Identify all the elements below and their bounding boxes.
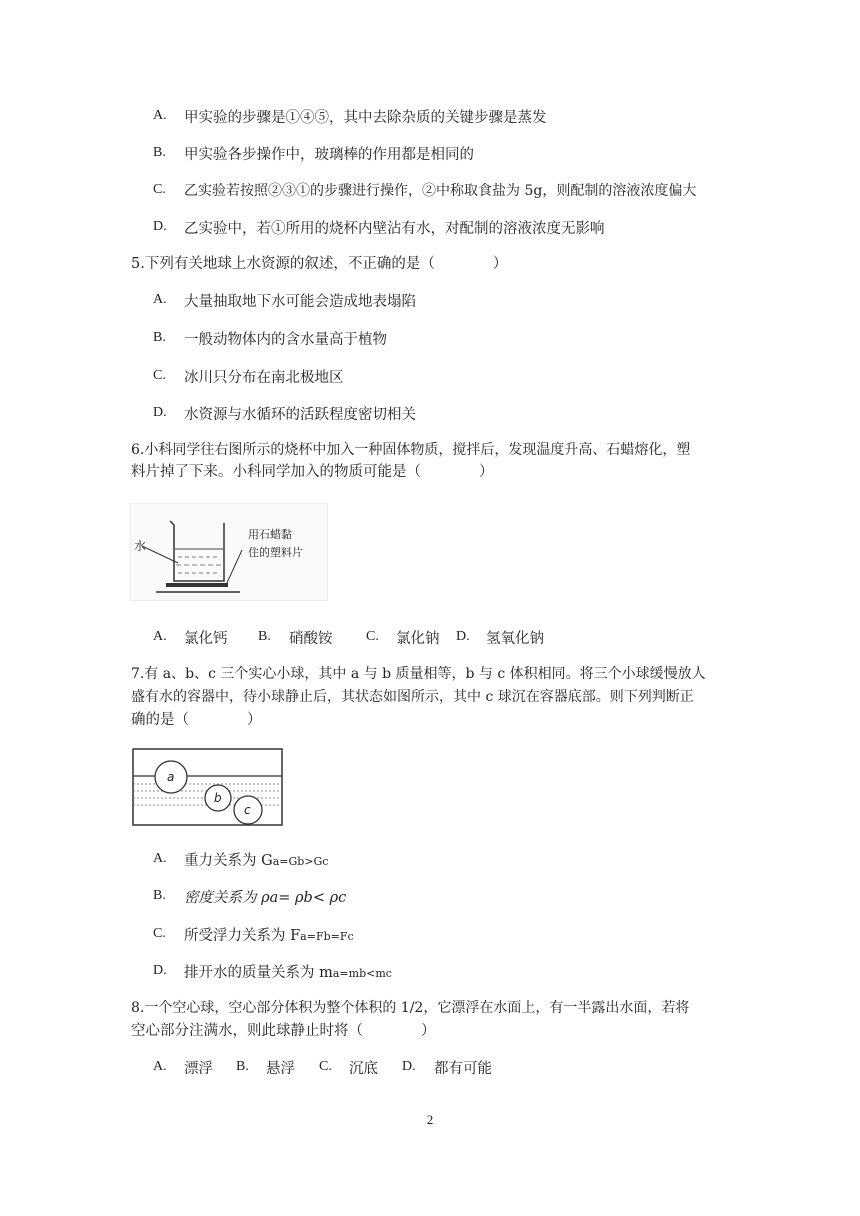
option-text: [184, 924, 354, 945]
option-letter: B.: [258, 629, 271, 644]
option-text: 乙实验若按照②③①的步骤进行操作，②中称取食盐为 5g，则配制的溶液浓度偏大: [184, 183, 697, 199]
option-text: 硝酸铵: [289, 631, 333, 647]
plastic-sheet: [166, 583, 228, 587]
q7-stem-line1: 7.有 a、b、c 三个实心小球，其中 a 与 b 质量相等，b 与 c 体积相同。将三个小球缓慢放人: [131, 666, 706, 682]
q8-stem-line2: 空心部分注满水，则此球静止时将（ ）: [131, 1023, 436, 1039]
q6-stem-line2: 料片掉了下来。小科同学加入的物质可能是（ ）: [131, 464, 494, 480]
option-letter: D.: [153, 405, 167, 420]
option-letter: A.: [153, 292, 167, 307]
page-number: 2: [426, 1112, 434, 1127]
option-letter: A.: [153, 108, 167, 123]
beaker-figure: [130, 503, 328, 601]
q7-stem-line2: 盛有水的容器中，待小球静止后，其状态如图所示，其中 c 球沉在容器底部。则下列判断正: [131, 689, 694, 705]
option-text: 沉底: [349, 1061, 378, 1077]
option-letter: C.: [366, 629, 379, 644]
plastic-note-line2: 住的塑料片: [248, 546, 303, 559]
option-text: 氯化钙: [184, 631, 228, 647]
option-letter: A.: [153, 851, 167, 866]
q8-stem-line1: 8.一个空心球，空心部分体积为整个体积的 1/2，它漂浮在水面上，有一半露出水面，若将: [131, 1000, 690, 1016]
buoyancy-formula: a=Fb=Fc: [300, 930, 354, 943]
q6-stem-line1: 6.小科同学往右图所示的烧杯中加入一种固体物质，搅拌后，发现温度升高、石蜡熔化，塑: [131, 442, 691, 458]
option-text: 大量抽取地下水可能会造成地表塌陷: [184, 294, 416, 310]
water-label: 水: [134, 539, 147, 553]
option-text-main: 排开水的质量关系为 m: [184, 965, 333, 981]
option-text: 都有可能: [434, 1061, 492, 1077]
option-text: [184, 849, 328, 870]
option-text: [184, 961, 392, 982]
option-letter: D.: [153, 219, 167, 234]
ball-a-label: a: [167, 770, 175, 784]
option-text: 水资源与水循环的活跃程度密切相关: [184, 407, 416, 423]
option-text-main: 所受浮力关系为 F: [184, 928, 301, 944]
gravity-formula: a=Gb>Gc: [272, 855, 329, 868]
balls-container-figure: [131, 748, 284, 828]
option-letter: D.: [456, 629, 470, 644]
option-letter: B.: [153, 888, 166, 903]
plastic-note-line1: 用石蜡黏: [248, 528, 292, 541]
option-text: 甲实验的步骤是①④⑤，其中去除杂质的关键步骤是蒸发: [184, 110, 547, 126]
option-text: 乙实验中，若①所用的烧杯内壁沾有水，对配制的溶液浓度无影响: [184, 221, 605, 237]
mass-formula: a=mb<mc: [332, 967, 392, 980]
option-text: 冰川只分布在南北极地区: [184, 370, 344, 386]
option-letter: C.: [319, 1059, 332, 1074]
option-letter: D.: [153, 963, 167, 978]
option-letter: C.: [153, 182, 166, 197]
option-letter: D.: [402, 1059, 416, 1074]
option-letter: B.: [236, 1059, 249, 1074]
option-text: 悬浮: [266, 1061, 295, 1077]
option-text: 氯化钠: [396, 631, 440, 647]
option-text: 密度关系为 ρa= ρb< ρc: [184, 890, 347, 906]
option-text: 氢氧化钠: [486, 631, 544, 647]
option-text-main: 重力关系为 G: [184, 853, 273, 869]
q7-stem-line3: 确的是（ ）: [131, 712, 262, 728]
option-letter: C.: [153, 368, 166, 383]
ball-b-label: b: [214, 791, 222, 805]
option-text: 甲实验各步操作中，玻璃棒的作用都是相同的: [184, 147, 474, 163]
option-letter: A.: [153, 629, 167, 644]
option-text: 漂浮: [184, 1061, 213, 1077]
option-letter: B.: [153, 330, 166, 345]
option-letter: B.: [153, 145, 166, 160]
q5-stem: 5.下列有关地球上水资源的叙述，不正确的是（ ）: [131, 256, 508, 272]
option-letter: C.: [153, 926, 166, 941]
ball-c-label: c: [244, 803, 251, 817]
option-text: 一般动物体内的含水量高于植物: [184, 332, 387, 348]
option-letter: A.: [153, 1059, 167, 1074]
